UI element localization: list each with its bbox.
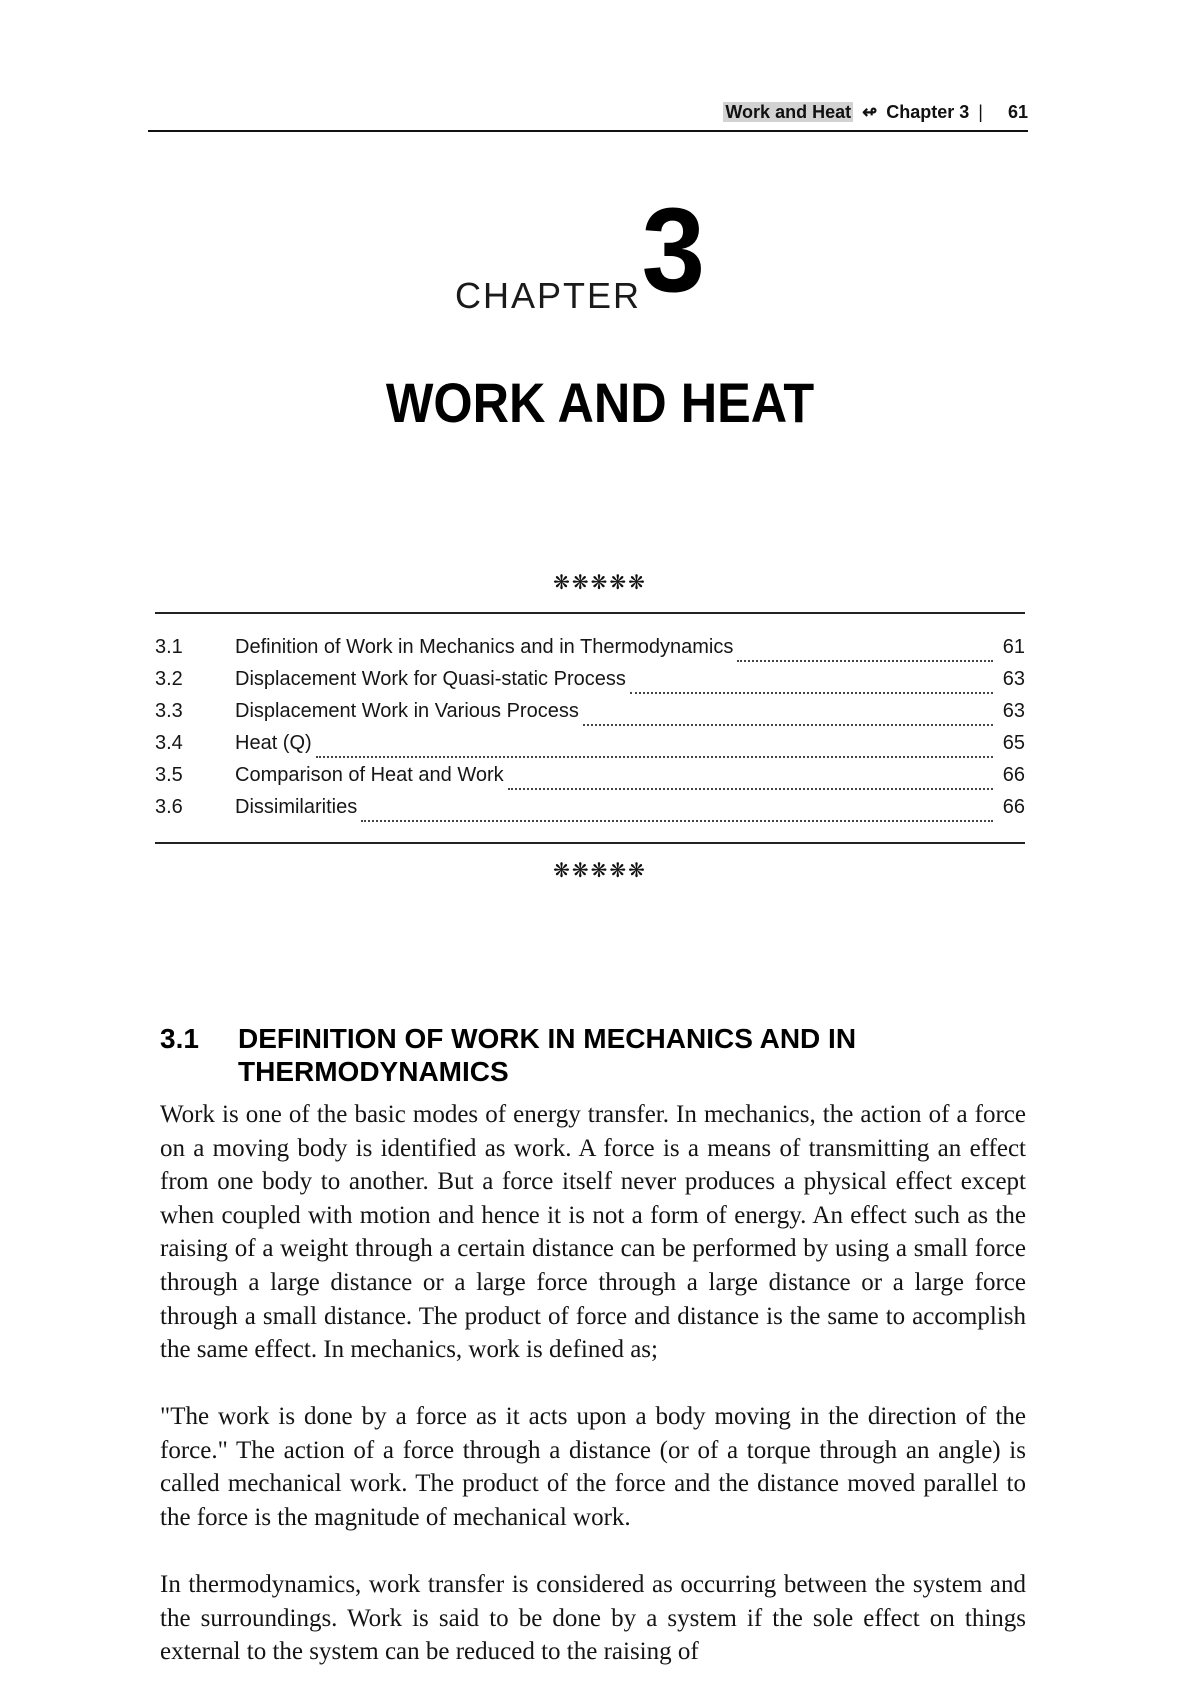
toc-entry [155,732,1025,764]
running-header-chapter: Chapter 3 [886,102,970,122]
chapter-number: 3 [641,183,706,317]
toc-list [155,614,1025,828]
section-title: DEFINITION OF WORK IN MECHANICS AND IN THERMODYNAMICS [238,1023,857,1087]
running-header-text [723,102,1028,123]
toc-entry-title: Definition of Work in Mechanics and in Thermodynamics [235,636,734,658]
toc-entry-number: 3.4 [155,732,183,754]
toc-entry-number: 3.2 [155,668,183,690]
toc-entry-page: 65 [1002,732,1025,754]
section-number: 3.1 [160,1023,199,1054]
paragraph: In thermodynamics, work transfer is considered as occurring between the system and the surroundings. Work is said to be done by a system if the sole effect on things external to the system can be reduced to the raising of [160,1571,1026,1666]
toc-entry-page: 61 [1002,636,1025,658]
paragraph: Work is one of the basic modes of energy transfer. In mechanics, the action of a force on a moving body is identified as work. A force is a means of transmitting an effect from one body to another. But a force itself never produces a physical effect except when coupled with motion and hence it is not a form of energy. An effect such as the raising of a weight through a certain distance can be performed by using a small force through a large distance or a large force through a large distance or a large force through a small distance. The product of force and distance is the same to accomplish the same effect. In mechanics, work is defined as; [160,1101,1026,1364]
toc-entry-title: Displacement Work for Quasi-static Process [235,668,626,690]
toc-entry-page: 63 [1002,700,1025,722]
toc-leader-dots [361,820,993,822]
toc-leader-dots [508,788,993,790]
running-header-divider: | [978,102,983,122]
toc-entry-page: 63 [1002,668,1025,690]
toc-entry-title: Dissimilarities [235,796,358,818]
toc-entry-title: Comparison of Heat and Work [235,764,504,786]
running-header-title: Work and Heat [725,102,852,122]
chapter-title: WORK AND HEAT [385,371,815,434]
toc-entry-title: Displacement Work in Various Process [235,700,579,722]
ornament-bottom: ❋❋❋❋❋ [553,858,647,882]
toc-entry [155,636,1025,668]
paragraph: "The work is done by a force as it acts upon a body moving in the direction of the force." The action of a force through a distance (or of a torque through an angle) is called mechanical work. The product of the force and the distance moved parallel to the force is the magnitude of mechanical work. [160,1403,1026,1531]
toc-entry-page: 66 [1002,764,1025,786]
toc-entry [155,796,1025,828]
running-header-arrow-icon: ↫ [862,102,878,122]
page-number: 61 [1007,102,1028,122]
toc-leader-dots [737,660,993,662]
chapter-word: CHAPTER [455,275,642,316]
chapter-contents [155,612,1025,844]
toc-leader-dots [316,756,993,758]
toc-leader-dots [583,724,993,726]
running-header [148,96,1028,132]
toc-entry [155,700,1025,732]
toc-entry-page: 66 [1002,796,1025,818]
toc-entry-number: 3.3 [155,700,183,722]
toc-entry-title: Heat (Q) [235,732,312,754]
toc-leader-dots [630,692,993,694]
toc-entry-number: 3.5 [155,764,183,786]
toc-entry-number: 3.1 [155,636,183,658]
toc-entry-number: 3.6 [155,796,183,818]
toc-entry [155,764,1025,796]
toc-entry [155,668,1025,700]
ornament-top: ❋❋❋❋❋ [553,570,647,594]
